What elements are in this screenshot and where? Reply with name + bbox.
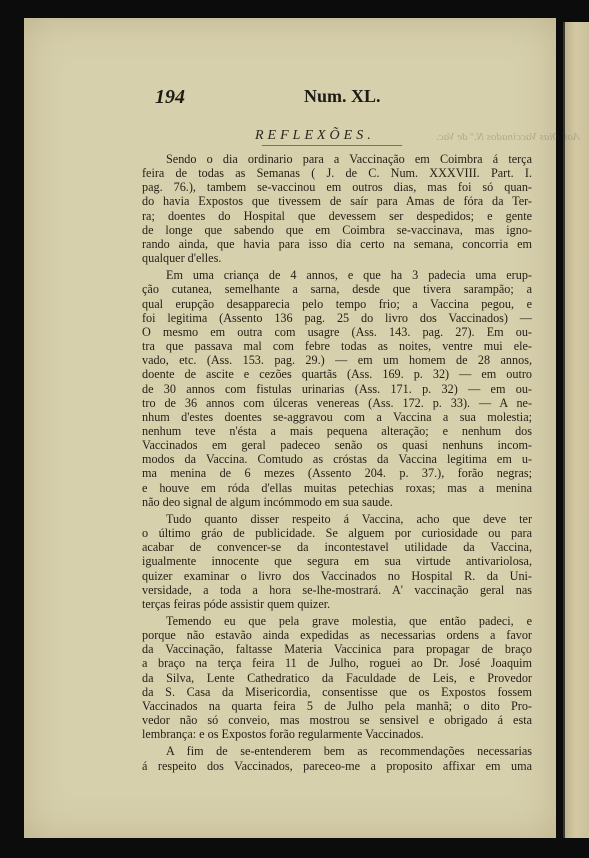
text-line: terças feiras póde assistir quem quizer. [142,596,331,611]
text-line: A fim de se-entenderem bem as recommendações necessarias [166,744,532,759]
text-line: igualmente innocente que segura em sua virtude antivariolosa, [142,554,532,569]
title-rule [262,145,402,146]
text-line: Temendo eu que pela grave molestia, que então padeci, e [166,614,532,628]
text-line: pag. 76.), tambem se-vaccinou em outros dias, mas foi só quan- [142,180,532,195]
text-line: feira de todas as Semanas ( J. de C. Num. XXXVIII. Part. I. [142,166,532,181]
text-line: tra que passava mal com febre todas as noites, ventre mui ele- [142,339,532,354]
text-line: ção cutanea, semelhante a sarna, desde que tivera sarampão; a [142,282,532,297]
text-line: do havia Expostos que tivessem de saír para Amas de fóra da Ter- [142,194,532,209]
text-line: tro de 36 annos com úlceras venereas (Ass. 172. p. 33). — A ne- [142,395,532,410]
text-line: versidade, a toda a hora se-lhe-mostrará. A' vaccinação geral nas [142,582,532,597]
section-title: REFLEXÕES. [255,128,375,143]
text-line: quizer examinar o livro dos Vaccinados no Hospital R. da Uni- [142,568,532,583]
text-line: foi legitima (Assento 136 pag. 25 do livro dos Vaccinados) — [142,310,532,325]
text-line: da Vaccinação, faltasse Materia Vaccinica para propagar de braço [142,642,532,657]
text-line: qualquer d'elles. [142,251,222,266]
body-text [142,152,532,773]
text-line: qual erupção desapparecia pelo tempo frio; a Vaccina pegou, e [142,296,532,311]
text-line: e houve em róda d'ellas muitas petechias roxas; mas a menina [142,480,532,495]
text-line: Sendo o dia ordinario para a Vaccinação em Coimbra á terça [166,152,532,166]
page-number: 194 [155,86,185,108]
text-line: porque não estavão ainda expedidas as necessarias ordens a favor [142,628,532,643]
text-line: da S. Casa da Misericordia, consentisse que os Expostos fossem [142,684,532,699]
text-line: acabar de convencer-se da incontestavel utilidade da Vaccina, [142,540,532,555]
page-heading: Num. XL. [304,86,381,106]
text-line: á respeito dos Vaccinados, pareceo-me a proposito affixar em uma [142,758,532,773]
text-line: vedor não só conveio, mas mostrou se sensivel e obrigado á esta [142,713,532,728]
text-line: o último gráo de publicidade. Se alguem por curiosidade ou para [142,526,532,541]
text-line: ma menina de 6 mezes (Assento 204. p. 37.), forão negras; [142,466,532,481]
text-line: vado, etc. (Ass. 153. pag. 29.) — em um homem de 28 annos, [142,353,532,368]
bleed-through-text: Aos Dias Vaccinados N.º de Vac. [436,131,580,143]
text-line: rando ainda, que havia para isso dia certo na semana, concorria em [142,236,532,251]
text-line: de longe que sabendo que em Coimbra se-vaccinava, mas igno- [142,222,532,237]
text-line: nenhum teve n'ésta a mais pequena alteração; e nenhum dos [142,423,532,438]
text-line: Vaccinados na quarta feira 5 de Julho pela manhã; o dito Pro- [142,698,532,713]
text-line: doente de ascite e cezões quartãs (Ass. 169. p. 32) — em outro [142,367,532,382]
text-line: da Silva, Lente Cathedratico da Faculdade de Leis, e Provedor [142,670,532,685]
text-line: a braço na terça feira 11 de Julho, roguei ao Dr. José Joaquim [142,656,532,671]
text-line: lembrança: e os Expostos forão regularmente Vaccinados. [142,727,424,742]
text-line: Em uma criança de 4 annos, e que ha 3 padecia uma erup- [166,268,532,283]
text-line: Tudo quanto disser respeito á Vaccina, acho que deve ter [166,511,532,526]
facing-page-edge [563,22,589,838]
text-line: ra; doentes do Hospital que devessem ser despedidos; e gente [142,208,532,223]
text-line: O mesmo em outra com usagre (Ass. 143. pag. 27). Em ou- [142,324,532,339]
text-line: Vaccinados em geral padeceo senão os quasi nenhuns incom- [142,438,532,453]
text-line: modos da Vaccina. Comtudo as cróstas da Vaccina legitima em u- [142,452,532,467]
text-line: de 30 annos com fistulas urinarias (Ass. 171. p. 32) — em ou- [142,381,532,396]
text-line: não deo signal de algum incómmodo em sua saude. [142,494,393,509]
text-line: nhum d'estes doentes se-aggravou com a Vaccina a sua molestia; [142,409,532,424]
